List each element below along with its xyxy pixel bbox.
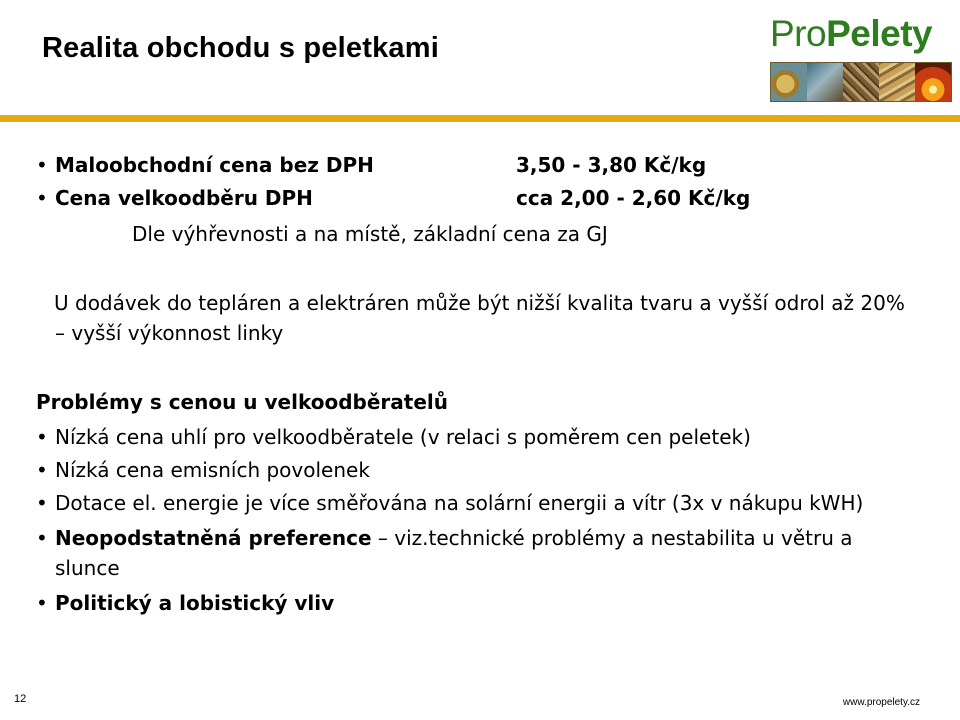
coal-price-text: Nízká cena uhlí pro velkoodběratele (v relaci s poměrem cen peletek) <box>55 425 751 449</box>
supply-note-line2: – vyšší výkonnost linky <box>55 321 284 345</box>
wholesale-price-label: Cena velkoodběru DPH <box>55 186 313 210</box>
logo-photo-straw-bale <box>771 63 807 101</box>
bullet: • <box>36 458 48 482</box>
bullet: • <box>36 591 48 615</box>
bullet: • <box>36 425 48 449</box>
slide-title: Realita obchodu s peletkami <box>42 32 439 64</box>
unjustified-preference-text: – viz.technické problémy a nestabilita u větru a <box>371 526 853 550</box>
retail-price-label: Maloobchodní cena bez DPH <box>55 153 374 177</box>
bullet: • <box>36 153 48 177</box>
bullet: • <box>36 526 48 550</box>
problems-heading: Problémy s cenou u velkoodběratelů <box>36 390 448 414</box>
list-item-wholesale-price <box>36 185 751 211</box>
website-url: www.propelety.cz <box>842 697 920 708</box>
list-item-coal-price <box>36 424 751 450</box>
bullet: • <box>36 491 48 515</box>
bullet: • <box>36 186 48 210</box>
political-influence-text: Politický a lobistický vliv <box>55 591 335 615</box>
propelety-logo <box>768 12 950 102</box>
logo-photo-pellets <box>843 63 879 101</box>
energy-subsidies-text: Dotace el. energie je více směřována na solární energii a vítr (3x v nákupu kWH) <box>55 491 864 515</box>
page-number: 12 <box>14 693 27 705</box>
logo-photo-fire <box>915 63 951 101</box>
unjustified-preference-continuation: slunce <box>55 556 120 580</box>
price-note: Dle výhřevnosti a na místě, základní cena za GJ <box>132 222 608 246</box>
retail-price-value: 3,50 - 3,80 Kč/kg <box>516 153 707 177</box>
supply-note-line1: U dodávek do tepláren a elektráren může být nižší kvalita tvaru a vyšší odrol až 20% <box>54 291 905 315</box>
list-item-emission-allowances <box>36 457 370 483</box>
emission-allowances-text: Nízká cena emisních povolenek <box>55 458 370 482</box>
list-item-energy-subsidies <box>36 490 863 516</box>
header-divider <box>0 115 960 122</box>
logo-photo-chips <box>879 63 915 101</box>
logo-text-pro: Pro <box>770 13 827 54</box>
list-item-retail-price <box>36 152 707 178</box>
unjustified-preference-label: Neopodstatněná preference <box>55 526 372 550</box>
logo-photo-machine <box>807 63 843 101</box>
list-item-unjustified-preference <box>36 525 853 551</box>
list-item-political-influence <box>36 590 334 616</box>
logo-text-pelety: Pelety <box>826 13 933 54</box>
wholesale-price-value: cca 2,00 - 2,60 Kč/kg <box>516 186 751 210</box>
logo-photo-strip <box>770 62 952 102</box>
